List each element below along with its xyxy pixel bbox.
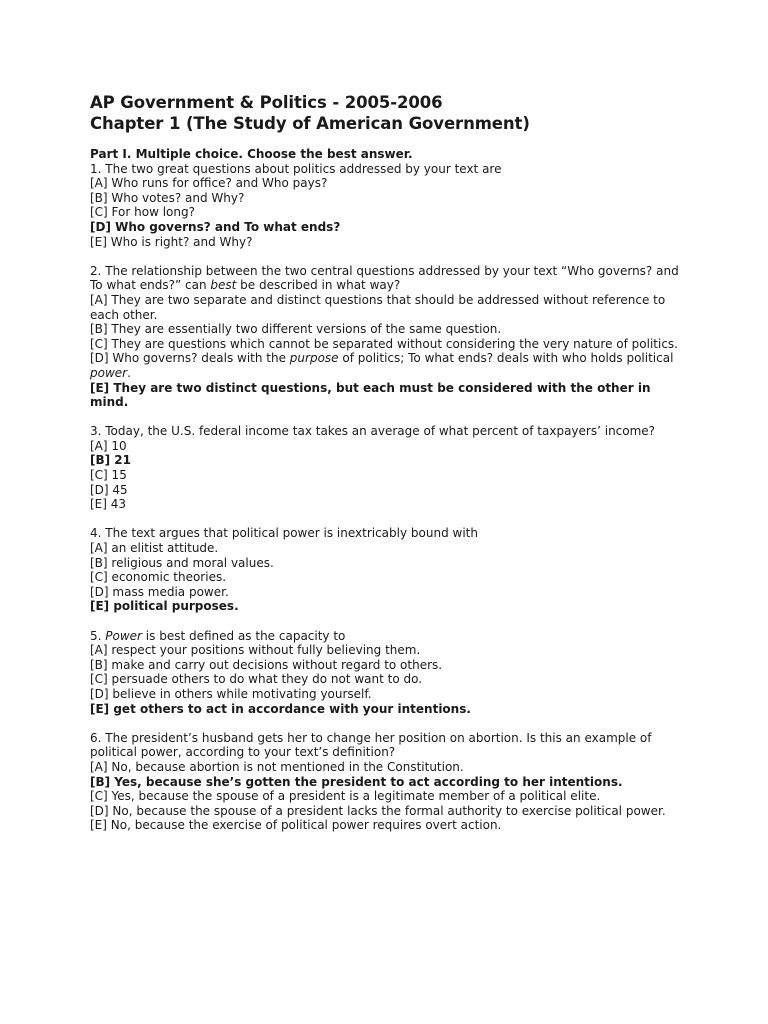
answer-choice-b: [B] 21 bbox=[90, 453, 131, 468]
answer-choice-d: [D] 45 bbox=[90, 482, 128, 497]
answer-choice-e: [E] No, because the exercise of political power requires overt action. bbox=[90, 818, 502, 833]
document-title: AP Government & Politics - 2005-2006 bbox=[90, 93, 443, 112]
part-heading: Part I. Multiple choice. Choose the best answer. bbox=[90, 147, 413, 161]
question-stem bbox=[90, 629, 690, 644]
answer-choice-a: [A] They are two separate and distinct questions that should be addressed without reference to each other. bbox=[90, 292, 666, 322]
answer-choice-b: [B] make and carry out decisions without regard to others. bbox=[90, 657, 443, 672]
question-stem-part: 5. bbox=[90, 628, 106, 643]
answer-choice-c: [C] persuade others to do what they do not want to do. bbox=[90, 672, 423, 687]
answer-choice-c: [C] economic theories. bbox=[90, 570, 227, 585]
emphasized-word: best bbox=[210, 278, 237, 293]
answer-choice-d: [D] mass media power. bbox=[90, 584, 229, 599]
emphasized-word: Power bbox=[105, 628, 142, 643]
question-6 bbox=[90, 731, 690, 833]
choice-text-part: . bbox=[127, 365, 131, 380]
answer-choice-e: [E] political purposes. bbox=[90, 599, 239, 614]
question-stem: 4. The text argues that political power is inextricably bound with bbox=[90, 526, 478, 541]
question-stem bbox=[90, 264, 690, 293]
question-stem-part: be described in what way? bbox=[236, 278, 401, 293]
question-stem: 3. Today, the U.S. federal income tax takes an average of what percent of taxpayers’ income? bbox=[90, 424, 656, 439]
answer-choice-d bbox=[90, 351, 690, 380]
question-2 bbox=[90, 264, 690, 410]
answer-choice-a: [A] Who runs for office? and Who pays? bbox=[90, 176, 328, 191]
answer-choice-c: [C] Yes, because the spouse of a president is a legitimate member of a political elite. bbox=[90, 789, 601, 804]
answer-choice-b: [B] religious and moral values. bbox=[90, 555, 274, 570]
document-page bbox=[90, 92, 690, 848]
answer-choice-a: [A] respect your positions without fully believing them. bbox=[90, 643, 421, 658]
answer-choice-a: [A] No, because abortion is not mentioned in the Constitution. bbox=[90, 759, 464, 774]
answer-choice-d: [D] believe in others while motivating yourself. bbox=[90, 686, 372, 701]
answer-choice-b: [B] Yes, because she’s gotten the president to act according to her intentions. bbox=[90, 774, 623, 789]
question-stem: 1. The two great questions about politics addressed by your text are bbox=[90, 161, 502, 176]
answer-choice-b: [B] They are essentially two different versions of the same question. bbox=[90, 322, 502, 337]
answer-choice-c: [C] They are questions which cannot be separated without considering the very nature of politics. bbox=[90, 336, 678, 351]
answer-choice-e: [E] 43 bbox=[90, 497, 127, 512]
answer-choice-d: [D] No, because the spouse of a president lacks the formal authority to exercise political power. bbox=[90, 803, 666, 818]
answer-choice-c: [C] For how long? bbox=[90, 205, 195, 220]
question-3 bbox=[90, 424, 690, 512]
question-1 bbox=[90, 162, 690, 250]
choice-text-part: [D] Who governs? deals with the bbox=[90, 351, 290, 366]
answer-choice-e: [E] They are two distinct questions, but each must be considered with the other in mind. bbox=[90, 380, 651, 410]
chapter-title: Chapter 1 (The Study of American Government) bbox=[90, 114, 530, 133]
answer-choice-a: [A] an elitist attitude. bbox=[90, 541, 219, 556]
answer-choice-d: [D] Who governs? and To what ends? bbox=[90, 219, 341, 234]
question-stem: 6. The president’s husband gets her to change her position on abortion. Is this an example of political power, according to your text’s definition? bbox=[90, 730, 652, 760]
answer-choice-b: [B] Who votes? and Why? bbox=[90, 190, 245, 205]
choice-text-part: of politics; To what ends? deals with who holds political bbox=[338, 351, 674, 366]
question-stem-part: is best defined as the capacity to bbox=[141, 628, 346, 643]
answer-choice-a: [A] 10 bbox=[90, 438, 127, 453]
question-stem-part: 2. The relationship between the two central questions addressed by your text “Who governs? and To what ends?” can bbox=[90, 263, 679, 293]
question-4 bbox=[90, 526, 690, 614]
question-5 bbox=[90, 629, 690, 717]
answer-choice-e: [E] Who is right? and Why? bbox=[90, 234, 253, 249]
emphasized-word: power bbox=[90, 365, 128, 380]
answer-choice-e: [E] get others to act in accordance with your intentions. bbox=[90, 701, 471, 716]
answer-choice-c: [C] 15 bbox=[90, 468, 127, 483]
emphasized-word: purpose bbox=[289, 351, 339, 366]
